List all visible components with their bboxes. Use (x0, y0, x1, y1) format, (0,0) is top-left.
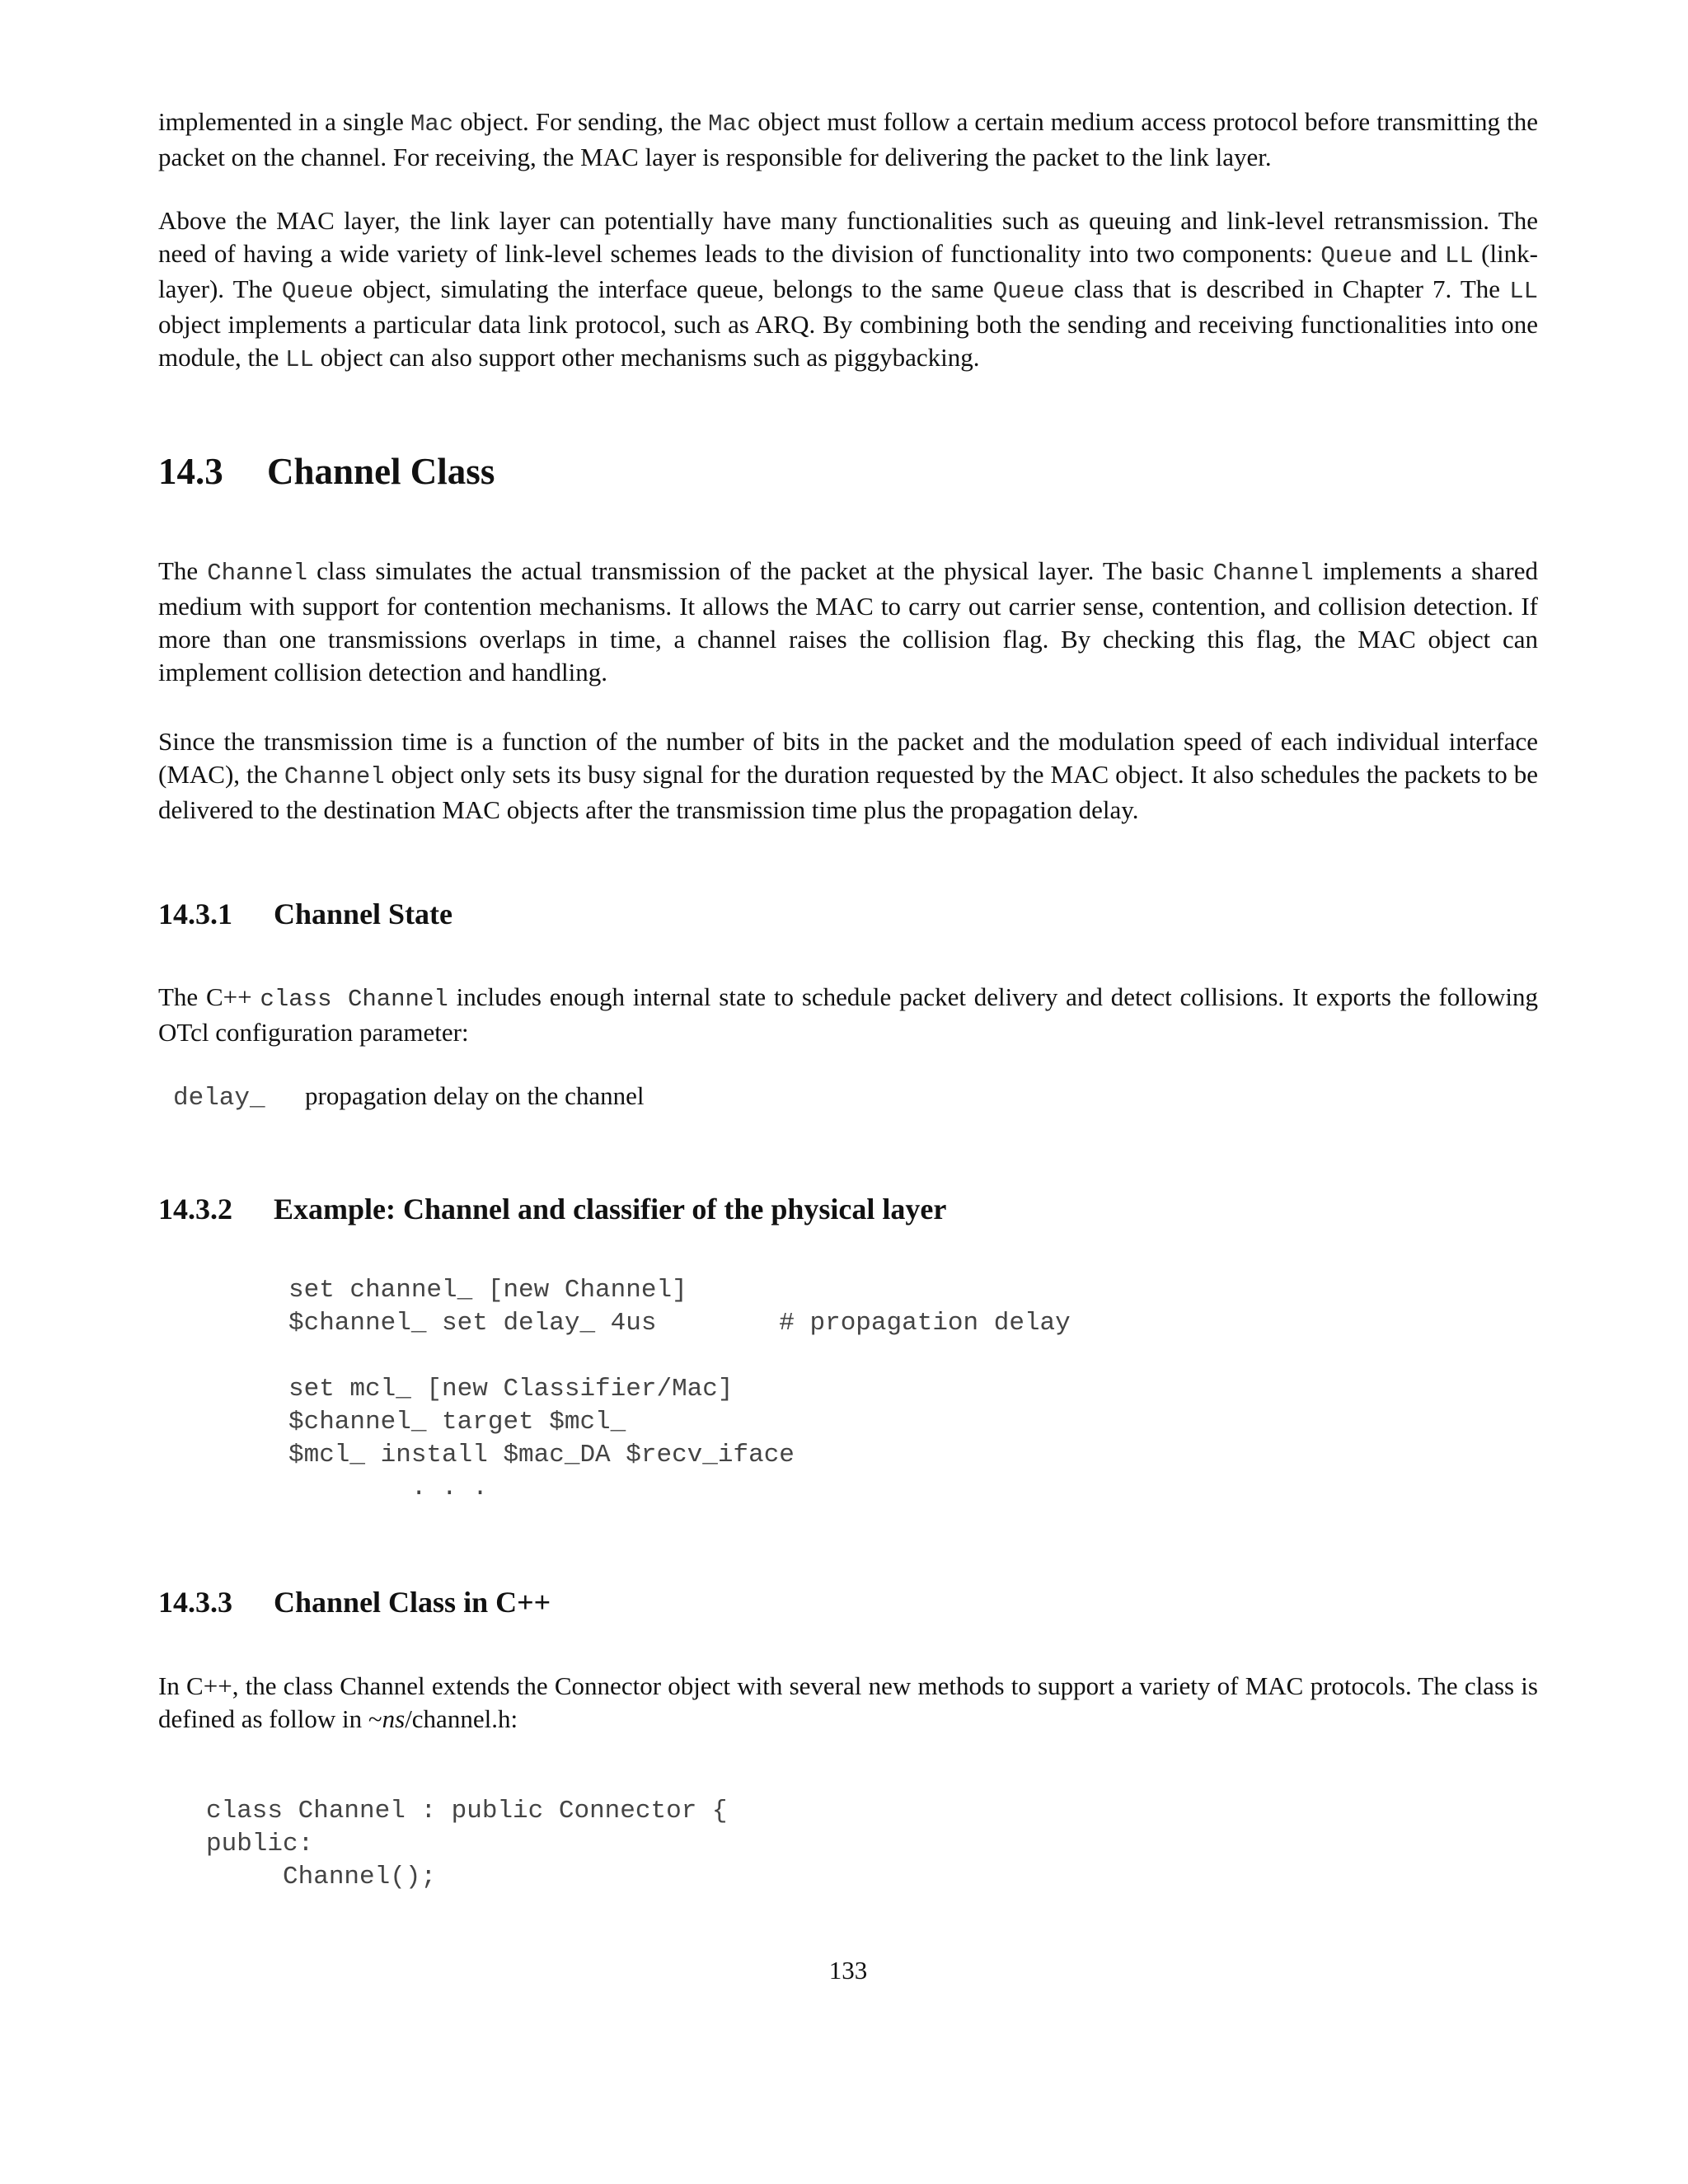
paragraph-link-layer: Above the MAC layer, the link layer can potentially have many functionalities such as queuing and link-level retransmission. The need of having a wide variety of link-level schemes leads to the division of functionality into two components: Queue and LL (link-layer). The Queue object, simulating the interface queue, belongs to the same Queue class that is described in Chapter 7. The LL object implements a particular data link protocol, such as ARQ. By combining both the sending and receiving functionalities into one module, the LL object can also support other mechanisms such as piggybacking. (158, 206, 1539, 373)
section-title: Channel Class (267, 451, 495, 492)
page-number: 133 (828, 1956, 868, 1985)
section-heading (158, 450, 495, 493)
parameter-row (173, 1080, 644, 1115)
inline-code: Channel (1212, 560, 1314, 587)
inline-code: Queue (281, 278, 354, 305)
inline-code: LL (1444, 242, 1474, 269)
subsection-heading (158, 1192, 946, 1226)
paragraph-channel-state: The C++ class Channel includes enough internal state to schedule packet delivery and detect collisions. It exports the following OTcl configuration parameter: (158, 982, 1538, 1047)
inline-code: Queue (992, 278, 1065, 305)
inline-code: Channel (207, 560, 308, 587)
paragraph-mac-object: implemented in a single Mac object. For sending, the Mac object must follow a certain medium access protocol before transmitting the packet on the channel. For receiving, the MAC layer is responsible for delivering the packet to the link layer. (158, 107, 1538, 171)
subsection-title: Example: Channel and classifier of the physical layer (274, 1193, 947, 1226)
paragraph-channel-class: The Channel class simulates the actual transmission of the packet at the physical layer. The basic Channel implements a shared medium with support for contention mechanisms. It allows the MAC to carry out carrier sense, contention, and collision detection. If more than one transmissions overlaps in time, a channel raises the collision flag. By checking this flag, the MAC object can implement collision detection and handling. (158, 556, 1539, 687)
section-number: 14.3 (158, 451, 223, 492)
subsection-title: Channel State (274, 898, 453, 930)
subsection-number: 14.3.2 (158, 1193, 232, 1226)
subsection-heading (158, 1585, 551, 1619)
inline-code: Mac (708, 110, 752, 138)
code-example-channel: set channel_ [new Channel] $channel_ set delay_ 4us # propagation delay set mcl_ [new Classifier/Mac] $channel_ target $mcl_ $mcl_ install $mac_DA $recv_iface . . . (288, 1276, 1071, 1502)
inline-code: class Channel (260, 986, 448, 1013)
code-class-definition: class Channel : public Connector { public: Channel(); (206, 1797, 728, 1891)
inline-code: LL (1509, 278, 1539, 305)
inline-code: Channel (284, 763, 385, 790)
inline-code: LL (285, 346, 314, 373)
subsection-title: Channel Class in C++ (274, 1586, 551, 1619)
parameter-description: propagation delay on the channel (305, 1081, 645, 1110)
inline-code: Queue (1320, 242, 1393, 269)
paragraph-transmission-time: Since the transmission time is a function of the number of bits in the packet and the modulation speed of each individual interface (MAC), the Channel object only sets its busy signal for the duration requested by the MAC object. It also schedules the packets to be delivered to the destination MAC objects after the transmission time plus the propagation delay. (158, 727, 1538, 824)
parameter-name: delay_ (173, 1084, 265, 1113)
inline-code: Mac (410, 110, 454, 138)
subsection-number: 14.3.3 (158, 1586, 232, 1619)
subsection-heading (158, 897, 452, 931)
subsection-number: 14.3.1 (158, 898, 232, 930)
paragraph-channel-cpp: In C++, the class Channel extends the Connector object with several new methods to support a variety of MAC protocols. The class is defined as follow in ~ns/channel.h: (158, 1671, 1538, 1733)
